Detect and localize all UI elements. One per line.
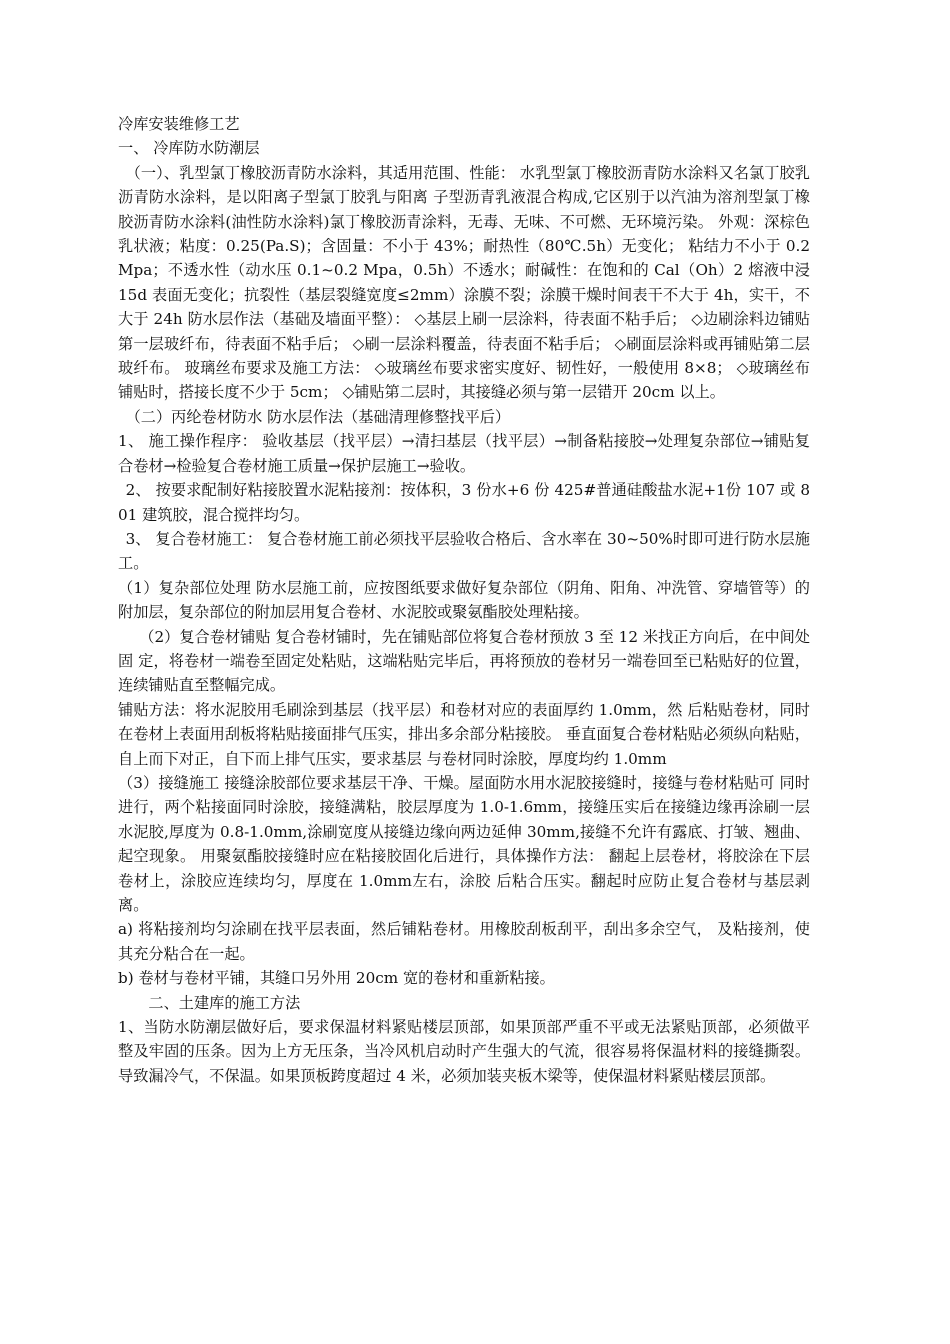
- subsection-heading-polypropylene: （二）丙纶卷材防水 防水层作法（基础清理修整找平后）: [125, 407, 511, 426]
- paragraph-coating: （一）、乳型氯丁橡胶沥青防水涂料，其适用范围、性能： 水乳型氯丁橡胶沥青防水涂料又名氯丁胶乳沥青防水涂料，是以阳离子型氯丁胶乳与阳离 子型沥青乳液混合构成,它区别于以汽油为溶剂型氯丁橡胶沥青防水涂料(油性防水涂料)氯丁橡胶沥青涂料，无毒、无味、不可燃、无环境污染。 外观：深棕色乳状液；粘度：0.25(Pa.S)；含固量：不小于 43%；耐热性（80℃.5h）无变化； 粘结力不小于 0.2Mpa；不透水性（动水压 0.1~0.2 Mpa，0.5h）不透水；耐碱性：在饱和的 Cal（Oh）2 熔液中浸 15d 表面无变化；抗裂性（基层裂缝宽度≤2mm）涂膜不裂；涂膜干燥时间表干不大于 4h，实干，不大于 24h 防水层作法（基础及墙面平整）： ◇基层上刷一层涂料，待表面不粘手后； ◇边刷涂料边铺贴第一层玻纤布，待表面不粘手后； ◇刷一层涂料覆盖，待表面不粘手后； ◇刷面层涂料或再铺贴第二层玻纤布。 玻璃丝布要求及施工方法： ◇玻璃丝布要求密实度好、韧性好，一般使用 8×8； ◇玻璃丝布铺贴时，搭接长度不少于 5cm； ◇铺贴第二层时，其接缝必须与第一层错开 20cm 以上。: [118, 163, 810, 402]
- list-item-b: b) 卷材与卷材平铺，其缝口另外用 20cm 宽的卷材和重新粘接。: [118, 969, 555, 988]
- paragraph-complex-parts: （1）复杂部位处理 防水层施工前，应按图纸要求做好复杂部位（阴角、阳角、冲洗管、穿墙管等）的 附加层，复杂部位的附加层用复合卷材、水泥胶或聚氨酯胶处理粘接。: [118, 578, 810, 622]
- paragraph-membrane-laying: （2）复合卷材铺贴 复合卷材铺时，先在铺贴部位将复合卷材预放 3 至 12 米找正方向后，在中间处固 定，将卷材一端卷至固定处粘贴，这端粘贴完毕后，再将预放的卷材另一端卷回至已粘贴好的位置，连续铺贴直至整幅完成。: [118, 627, 810, 695]
- document-body: [118, 112, 810, 1088]
- document-title: 冷库安装维修工艺: [118, 115, 240, 133]
- paragraph-step-2: 2、 按要求配制好粘接胶置水泥粘接剂：按体积，3 份水+6 份 425#普通硅酸盐水泥+1份 107 或 801 建筑胶，混合搅拌均匀。: [118, 481, 810, 524]
- list-item-a: a) 将粘接剂均匀涂刷在找平层表面，然后铺粘卷材。用橡胶刮板刮平，刮出多余空气， 及粘接剂，使其充分粘合在一起。: [118, 920, 810, 963]
- paragraph-civil-storage: 1、当防水防潮层做好后，要求保温材料紧贴楼层顶部，如果顶部严重不平或无法紧贴顶部，必须做平整及牢固的压条。因为上方无压条，当冷风机启动时产生强大的气流，很容易将保温材料的接缝撕裂。导致漏冷气，不保温。如果顶板跨度超过 4 米，必须加装夹板木梁等，使保温材料紧贴楼层顶部。: [118, 1018, 810, 1085]
- paragraph-step-3: 3、 复合卷材施工： 复合卷材施工前必须找平层验收合格后、含水率在 30~50%时即可进行防水层施工。: [118, 529, 810, 573]
- paragraph-seam-construction: （3）接缝施工 接缝涂胶部位要求基层干净、干燥。屋面防水用水泥胶接缝时，接缝与卷材粘贴可 同时进行，两个粘接面同时涂胶，接缝满粘，胶层厚度为 1.0-1.6mm，接缝压实后在接缝边缘再涂刷一层水泥胶,厚度为 0.8-1.0mm,涂刷宽度从接缝边缘向两边延伸 30mm,接缝不允许有露底、打皱、翘曲、起空现象。 用聚氨酯胶接缝时应在粘接胶固化后进行，具体操作方法： 翻起上层卷材，将胶涂在下层卷材上，涂胶应连续均匀，厚度在 1.0mm左右，涂胶 后粘合压实。翻起时应防止复合卷材与基层剥离。: [118, 773, 810, 914]
- paragraph-laying-method: 铺贴方法：将水泥胶用毛刷涂到基层（找平层）和卷材对应的表面厚约 1.0mm，然 后粘贴卷材，同时在卷材上表面用刮板将粘贴接面排气压实，排出多余部分粘接胶。 垂直面复合卷材粘贴必须纵向粘贴，自上而下对正，自下而上排气压实，要求基层 与卷材同时涂胶，厚度均约 1.0mm: [118, 700, 810, 768]
- section-heading-2: 二、土建库的施工方法: [148, 993, 301, 1012]
- paragraph-step-1: 1、 施工操作程序： 验收基层（找平层）→清扫基层（找平层）→制备粘接胶→处理复杂部位→铺贴复合卷材→检验复合卷材施工质量→保护层施工→验收。: [118, 432, 810, 475]
- section-heading-1: 一、 冷库防水防潮层: [118, 139, 260, 158]
